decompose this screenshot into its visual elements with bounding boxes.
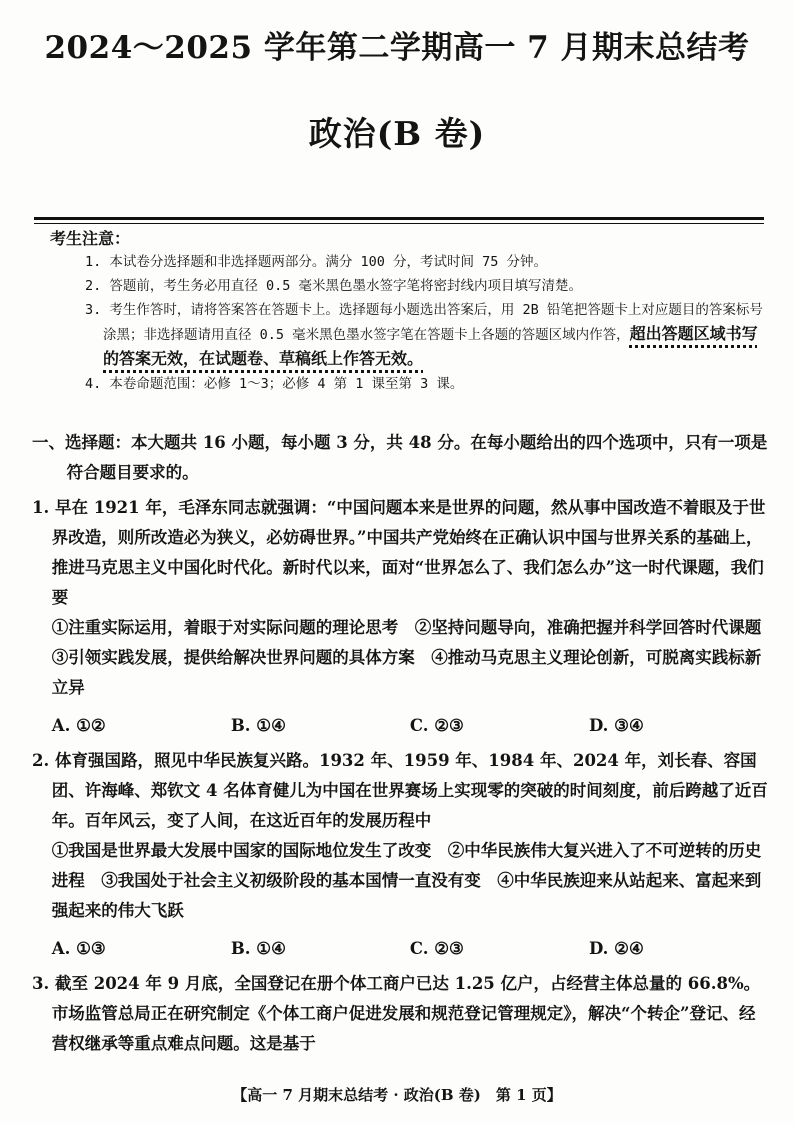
question-1-statements: ①注重实际运用，着眼于对实际问题的理论思考 ②坚持问题导向，准确把握并科学回答时代课题 ③引领实践发展，提供给解决世界问题的具体方案 ④推动马克思主义理论创新，可脱离实践标新立异 [51, 618, 778, 697]
section-heading: 一、选择题：本大题共 16 小题，每小题 3 分，共 48 分。在每小题给出的四个选项中，只有一项是符合题目要求的。 [32, 433, 768, 482]
question-1-option-a[interactable]: A. ①② [51, 716, 106, 735]
question-1-stem: 1. 早在 1921 年，毛泽东同志就强调：“中国问题本来是世界的问题，然从事中国改造不着眼及于世界改造，则所改造必为狭义，必妨碍世界。”中国共产党始终在正确认识中国与世界关系的基础上，推进马克思主义中国化时代化。新时代以来，面对“世界怎么了、我们怎么办”这一时代课题，我们要 [32, 498, 766, 607]
header-rule-thick [34, 217, 764, 220]
question-2-statements: ①我国是世界最大发展中国家的国际地位发生了改变 ②中华民族伟大复兴进入了不可逆转的历史进程 ③我国处于社会主义初级阶段的基本国情一直没有变 ④中华民族迎来从站起来、富起来到强起来的伟大飞跃 [51, 841, 762, 920]
question-2-option-b[interactable]: B. ①④ [230, 939, 286, 958]
question-2-option-a[interactable]: A. ①③ [51, 939, 106, 958]
question-area [32, 428, 778, 1059]
notice-block [50, 228, 770, 396]
question-2-option-d[interactable]: D. ②④ [588, 939, 644, 958]
notice-item-3-emphasis: 超出答题区域书写的答案无效，在试题卷、草稿纸上作答无效。 [103, 324, 758, 368]
question-1-option-b[interactable]: B. ①④ [230, 716, 286, 735]
exam-subject: 政治(B 卷) [308, 114, 486, 153]
header-rule-thin [34, 223, 764, 224]
question-1-options [52, 711, 768, 741]
notice-item-3 [85, 298, 770, 372]
exam-title: 2024～2025 学年第二学期高一 7 月期末总结考 [44, 30, 750, 66]
notice-item-4: 4. 本卷命题范围：必修 1～3；必修 4 第 1 课至第 3 课。 [85, 376, 464, 392]
question-2-option-c[interactable]: C. ②③ [409, 939, 464, 958]
notice-item-1: 1. 本试卷分选择题和非选择题两部分。满分 100 分，考试时间 75 分钟。 [85, 254, 548, 270]
notice-item-2: 2. 答题前，考生务必用直径 0.5 毫米黑色墨水签字笔将密封线内项目填写清楚。 [85, 278, 583, 294]
question-2-options [52, 934, 768, 964]
notice-item-3-text: 3. 考生作答时，请将答案答在答题卡上。选择题每小题选出答案后，用 2B 铅笔把答题卡上对应题目的答案标号涂黑；非选择题请用直径 0.5 毫米黑色墨水签字笔在答题卡上各题的答题区域内作答， [85, 302, 763, 343]
question-1-option-d[interactable]: D. ③④ [588, 716, 644, 735]
question-3-stem: 3. 截至 2024 年 9 月底，全国登记在册个体工商户已达 1.25 亿户，占经营主体总量的 66.8%。市场监管总局正在研究制定《个体工商户促进发展和规范登记管理规定》，解决“个转企”登记、经营权继承等重点难点问题。这是基于 [32, 974, 761, 1053]
question-1-option-c[interactable]: C. ②③ [409, 716, 464, 735]
question-2-stem: 2. 体育强国路，照见中华民族复兴路。1932 年、1959 年、1984 年、2024 年，刘长春、容国团、许海峰、郑钦文 4 名体育健儿为中国在世界赛场上实现零的突破的时间刻度，前后跨越了近百年。百年风云，变了人间，在这近百年的发展历程中 [32, 751, 768, 830]
notice-heading: 考生注意： [50, 229, 131, 248]
page-footer: 【高一 7 月期末总结考 · 政治(B 卷) 第 1 页】 [232, 1086, 562, 1104]
